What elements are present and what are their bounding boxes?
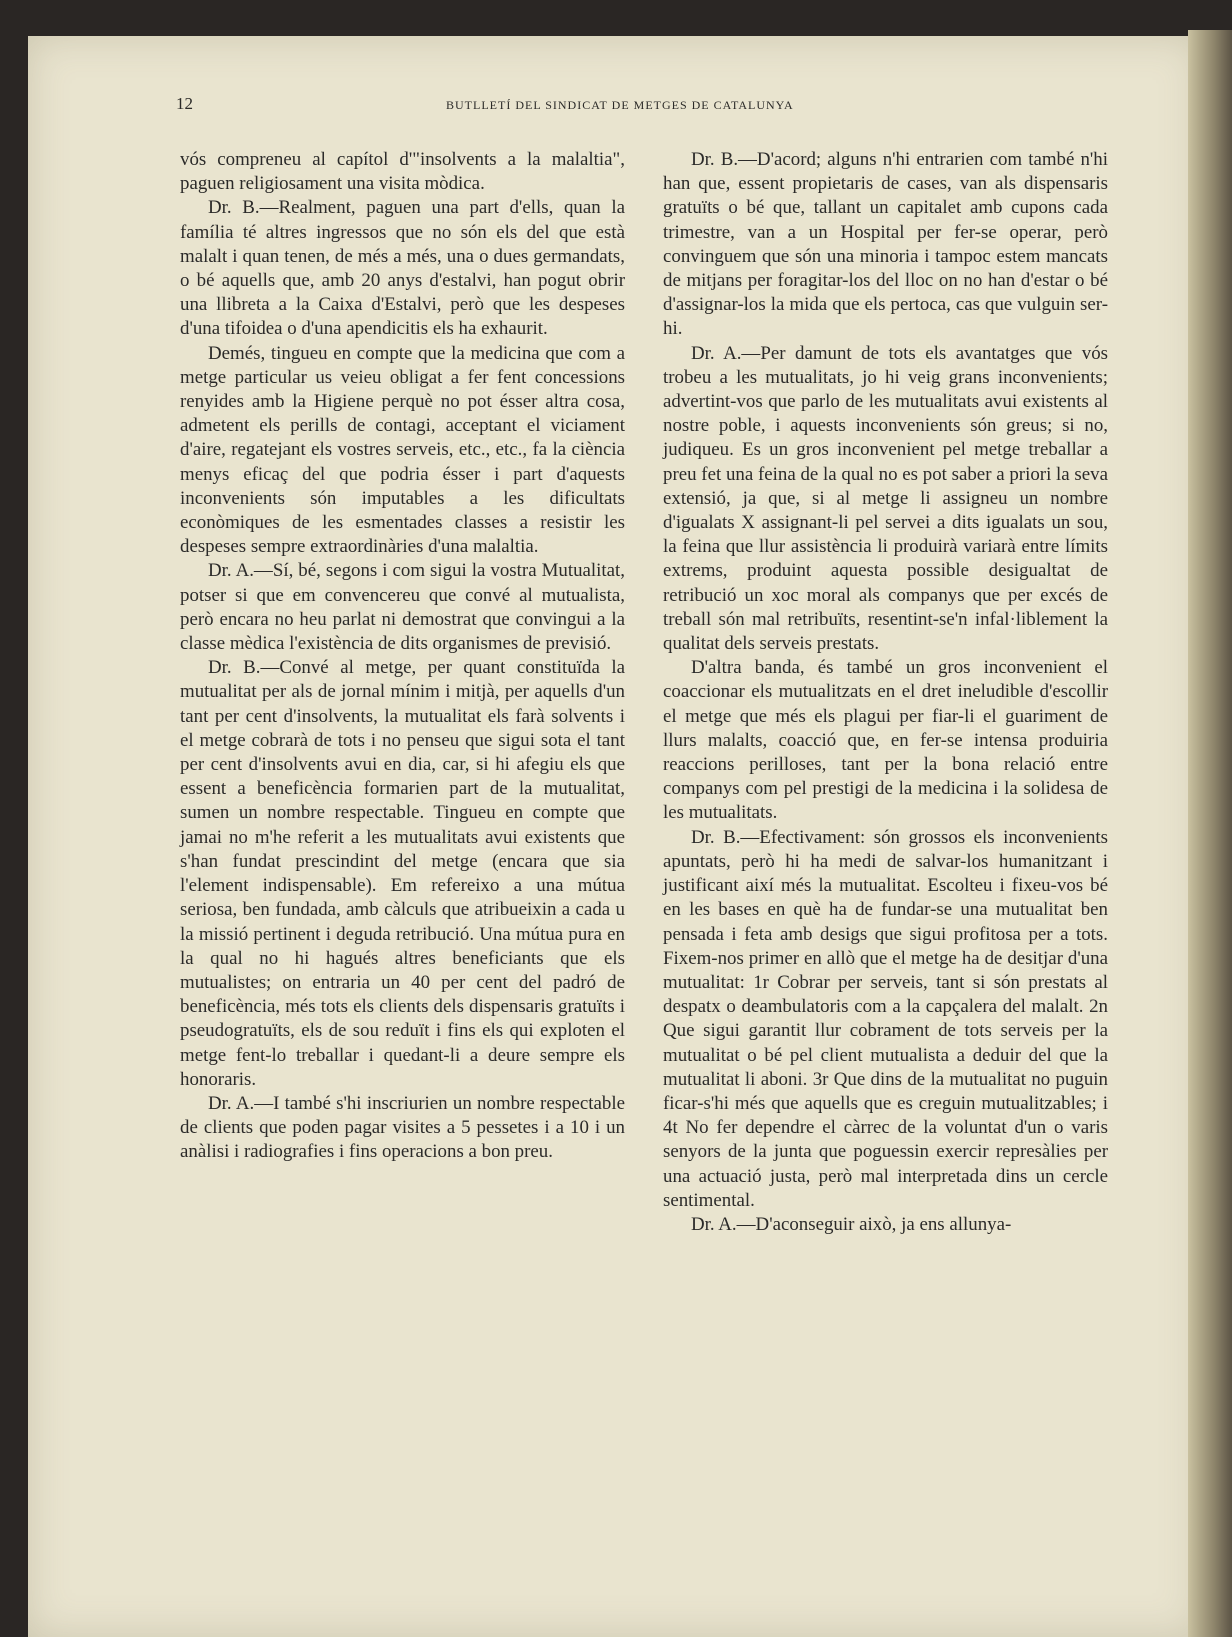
paragraph: Dr. A.—D'aconseguir això, ja ens allunya- <box>691 1213 1012 1235</box>
paragraph: Dr. A.—Sí, bé, segons i com sigui la vostra Mutualitat, potser si que em convencereu que convé al mutualista, però encara no heu parlat ni demostrat que convingui a la classe mèdica l'existència de dits organismes de previsió. <box>180 560 625 655</box>
page-number: 12 <box>176 94 193 113</box>
paragraph: Dr. A.—Per damunt de tots els avantatges que vós trobeu a les mutualitats, jo hi veig grans inconvenients; advertint-vos que parlo de les mutualitats avui existents al nostre poble, i aquests inconvenients són greus; si no, judiqueu. Es un gros inconvenient pel metge treballar a preu fet una feina de la qual no es pot saber a priori la seva extensió, ja que, si al metge li assigneu un nombre d'igualats X assignant-li pel servei a dits igualats un sou, la feina que llur assistència li produirà variarà entre límits extrems, produint aquesta possible desigualtat de retribució un xoc moral als companys que per excés de treball són mal retribuïts, resentint-se'n infal·liblement la qualitat dels serveis prestats. <box>663 342 1108 655</box>
paragraph: Dr. B.—Convé al metge, per quant constituïda la mutualitat per als de jornal mínim i mitjà, per aquells d'un tant per cent d'insolvents, la mutualitat els farà solvents i el metge cobrarà de tots i no penseu que sigui sota el tant per cent d'insolvents avui en dia, car, si hi afegiu els que essent a beneficència formarien part de la mutualitat, sumen un nombre respectable. Tingueu en compte que jamai no m'he referit a les mutualitats avui existents que s'han fundat prescindint del metge (encara que sia l'element indispensable). Em refereixo a una mútua seriosa, ben fundada, amb càlculs que atribueixin a cada u la missió pertinent i deguda retribució. Una mútua pura en la qual no hi hagués altres beneficiants que els mutualistes; on entraria un 40 per cent del padró de beneficència, més tots els clients dels dispensaris gratuïts i pseudogratuïts, els de sou reduït i fins els qui exploten el metge fent-lo treballar i quedant-li a deure sempre els honoraris. <box>180 657 625 1090</box>
paragraph: Dr. B.—Efectivament: són grossos els inconvenients apuntats, però hi ha medi de salvar-los humanitzant i justificant així més la mutualitat. Escolteu i fixeu-vos bé en les bases en què ha de fundar-se una mutualitat ben pensada i feta amb desigs que sigui profitosa per a tots. Fixem-nos primer en allò que el metge ha de desitjar d'una mutualitat: 1r Cobrar per serveis, tant si són prestats al despatx o deambulatoris com a la capçalera del malalt. 2n Que sigui garantit llur cobrament de tots serveis per la mutualitat o bé pel client mutualista a deduir del que la mutualitat li aboni. 3r Que dins de la mutualitat no puguin ficar-s'hi més que aquells que es creguin mutualitzables; i 4t No fer dependre el càrrec de la voluntat d'un o varis senyors de la junta que poguessin exercir represàlies per una actuació justa, però mal interpretada dins un cercle sentimental. <box>663 826 1108 1211</box>
page-edge <box>1188 30 1232 1637</box>
left-column <box>180 148 625 1165</box>
paragraph: Demés, tingueu en compte que la medicina que com a metge particular us veieu obligat a fer fent concessions renyides amb la Higiene perquè no pot ésser altra cosa, admetent els perills de contagi, acceptant el viciament d'aire, regatejant els vostres serveis, etc., etc., fa la ciència menys eficaç del que podria ésser i part d'aquests inconvenients són imputables a les dificultats econòmiques de les esmentades classes a resistir les despeses sempre extraordinàries d'una malaltia. <box>180 342 625 558</box>
running-title: BUTLLETÍ DEL SINDICAT DE METGES DE CATALUNYA <box>446 98 794 112</box>
paragraph: vós compreneu al capítol d'"insolvents a la malaltia", paguen religiosament una visita mòdica. <box>180 149 625 195</box>
paragraph: Dr. B.—D'acord; alguns n'hi entrarien com també n'hi han que, essent propietaris de cases, van als dispensaris gratuïts o bé que, tallant un capitalet amb cupons cada trimestre, van a un Hospital per fer-se operar, però convinguem que són una minoria i tampoc estem mancats de mitjans per foragitar-los del lloc on no han d'estar o bé d'assignar-los la mida que els pertoca, cas que vulguin ser-hi. <box>663 149 1108 340</box>
paragraph: Dr. B.—Realment, paguen una part d'ells, quan la família té altres ingressos que no són els del que està malalt i quan tenen, de més a més, una o dues germandats, o bé aquells que, amb 20 anys d'estalvi, han pogut obrir una llibreta a la Caixa d'Estalvi, però que les despeses d'una tifoidea o d'una apendicitis els ha exhaurit. <box>180 197 625 340</box>
paragraph: D'altra banda, és també un gros inconvenient el coaccionar els mutualitzats en el dret ineludible d'escollir el metge que més els plagui per fiar-li el guariment de llurs malalts, coacció que, en fer-se intensa produiria reaccions perilloses, tant per la bona relació entre companys com pel prestigi de la medicina i la solidesa de les mutualitats. <box>663 657 1108 824</box>
page-header <box>176 94 1076 118</box>
paragraph: Dr. A.—I també s'hi inscriurien un nombre respectable de clients que poden pagar visites a 5 pessetes i a 10 i un anàlisi i radiografies i fins operacions a bon preu. <box>180 1092 625 1163</box>
right-column <box>663 148 1108 1237</box>
